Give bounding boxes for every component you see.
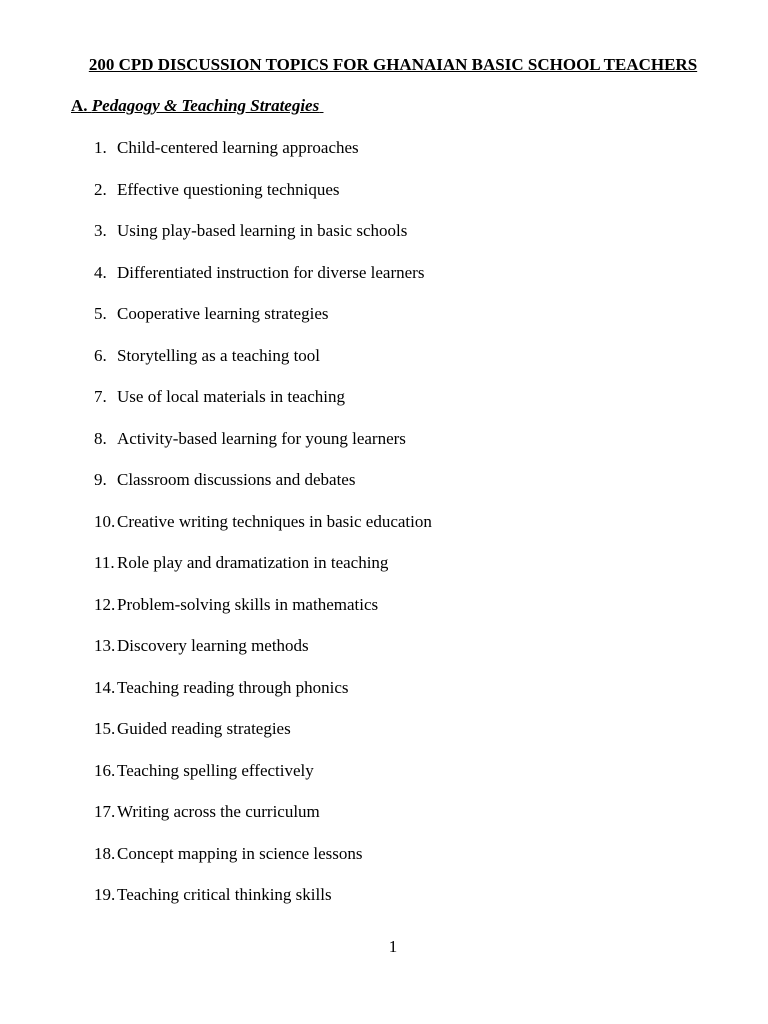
topic-number: 6.	[94, 345, 107, 365]
topic-number: 4.	[94, 262, 107, 282]
topic-text: Concept mapping in science lessons	[117, 843, 363, 863]
topic-text: Role play and dramatization in teaching	[117, 553, 389, 572]
topic-number: 5.	[94, 304, 107, 323]
topic-text: Guided reading strategies	[117, 719, 291, 738]
topic-text: Teaching critical thinking skills	[117, 885, 332, 904]
topic-number: 1.	[94, 138, 107, 157]
topic-number: 11.	[94, 553, 115, 572]
topic-number: 18.	[94, 843, 116, 863]
topic-number: 3.	[94, 221, 107, 240]
section-letter: A.	[71, 96, 88, 115]
topic-text: Teaching reading through phonics	[117, 677, 349, 697]
topic-number: 12.	[94, 594, 116, 614]
topic-number: 8.	[94, 428, 107, 448]
topic-text: Storytelling as a teaching tool	[117, 345, 321, 365]
topic-text: Effective questioning techniques	[117, 179, 340, 199]
topic-text: Use of local materials in teaching	[117, 387, 345, 406]
topic-text: Cooperative learning strategies	[117, 304, 329, 323]
topic-text: Teaching spelling effectively	[117, 760, 314, 780]
topic-text: Writing across the curriculum	[117, 802, 320, 821]
page-number: 1	[388, 937, 398, 956]
topic-text: Discovery learning methods	[117, 636, 309, 655]
topic-number: 19.	[94, 885, 116, 904]
topic-number: 10.	[94, 511, 116, 531]
topic-number: 9.	[94, 470, 107, 489]
topic-text: Problem-solving skills in mathematics	[117, 594, 379, 614]
topic-text: Classroom discussions and debates	[117, 470, 356, 489]
topic-number: 15.	[94, 719, 116, 738]
topic-number: 7.	[94, 387, 107, 406]
document-title: 200 CPD DISCUSSION TOPICS FOR GHANAIAN BASIC SCHOOL TEACHERS	[88, 55, 698, 74]
topic-number: 14.	[94, 677, 116, 697]
topic-number: 16.	[94, 760, 116, 780]
topic-text: Differentiated instruction for diverse learners	[117, 262, 425, 282]
topic-number: 13.	[94, 636, 116, 655]
topic-number: 17.	[94, 802, 116, 821]
section-name: Pedagogy & Teaching Strategies	[91, 96, 320, 115]
section-heading	[71, 96, 323, 116]
topic-text: Using play-based learning in basic schools	[117, 221, 408, 240]
topic-text: Activity-based learning for young learners	[117, 428, 406, 448]
topic-text: Child-centered learning approaches	[117, 138, 359, 157]
topic-number: 2.	[94, 179, 107, 199]
topic-text: Creative writing techniques in basic education	[117, 511, 432, 531]
